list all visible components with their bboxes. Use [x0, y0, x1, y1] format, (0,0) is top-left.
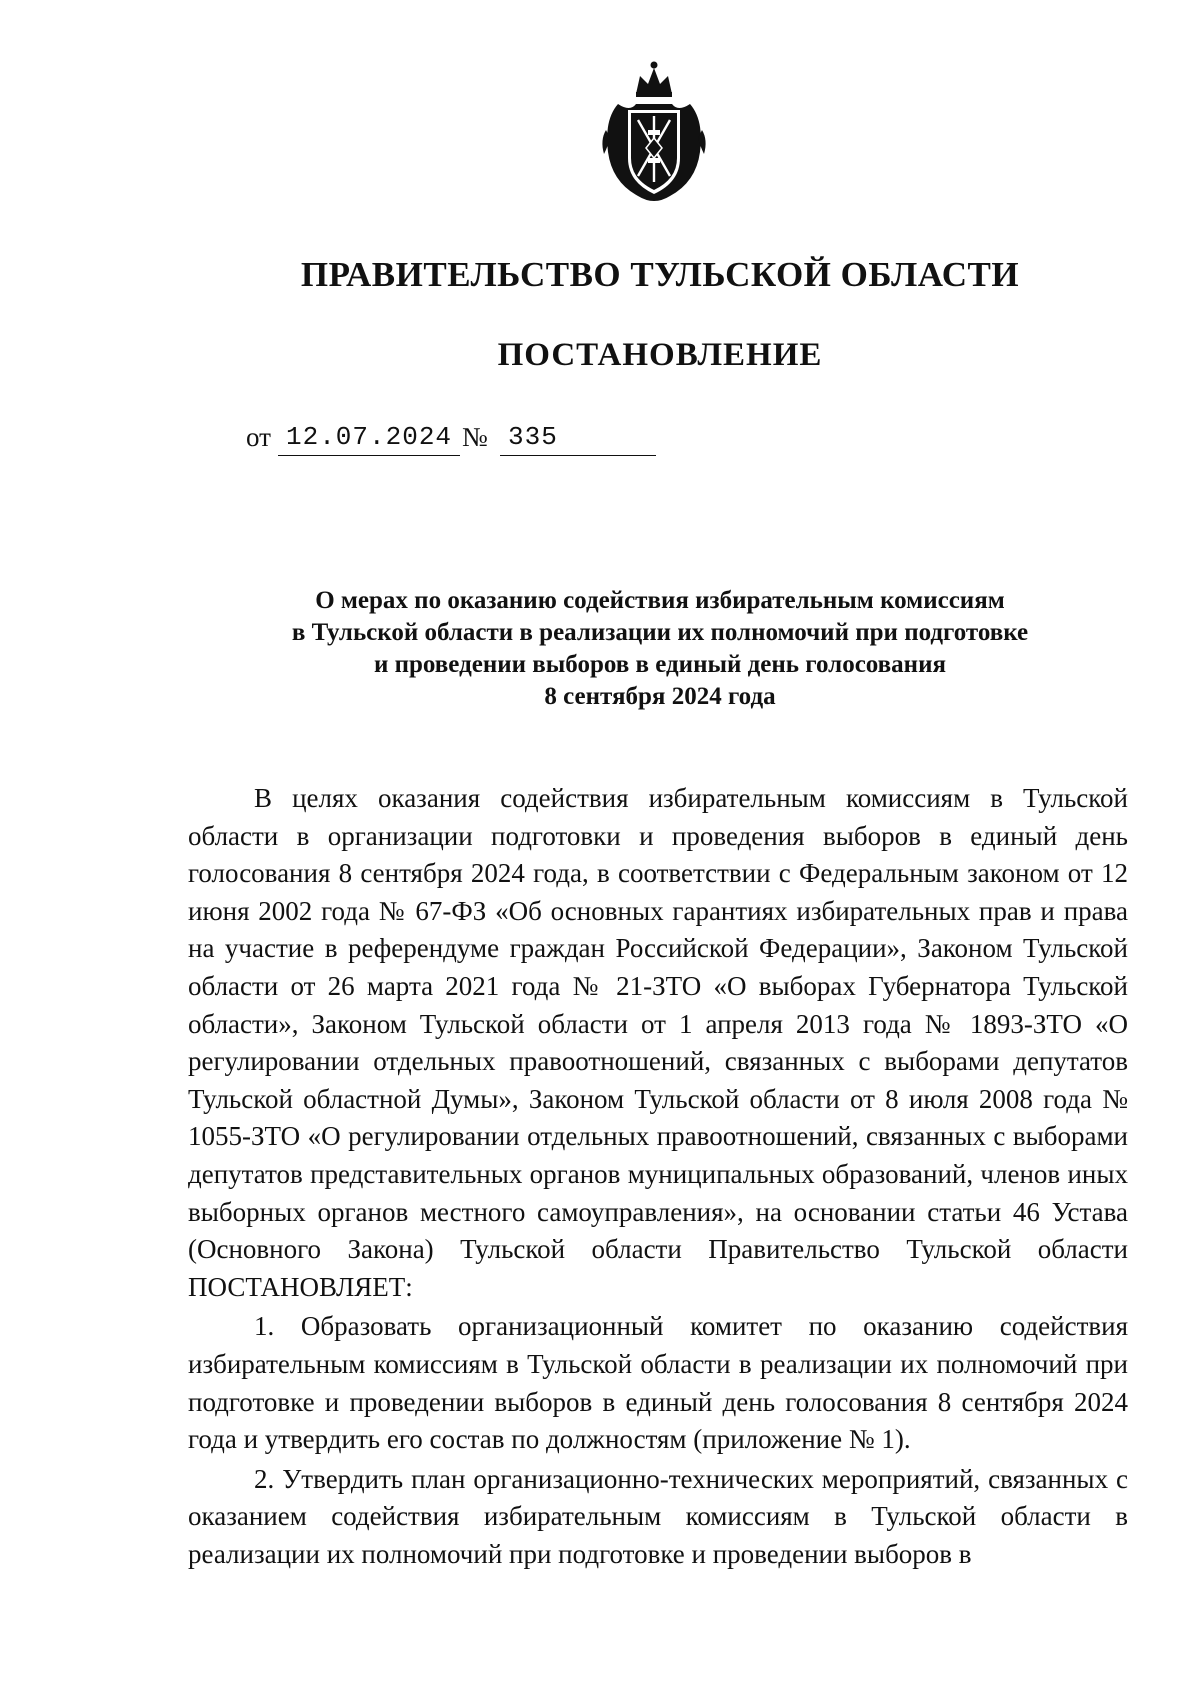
date-value: 12.07.2024	[286, 422, 453, 452]
preamble-paragraph: В целях оказания содействия избирательным комиссиям в Тульской области в организации подготовки и проведения выборов в единый день голосования 8 сентября 2024 года, в соответствии с Федеральным законом от 12 июня 2002 года № 67-ФЗ «Об основных гарантиях избирательных прав и права на участие в референдуме граждан Российской Федерации», Законом Тульской области от 26 марта 2021 года № 21-ЗТО «О выборах Губернатора Тульской области», Законом Тульской области от 1 апреля 2013 года № 1893-ЗТО «О регулировании отдельных правоотношений, связанных с выборами депутатов Тульской областной Думы», Законом Тульской области от 8 июля 2008 года № 1055-ЗТО «О регулировании отдельных правоотношений, связанных с выборами депутатов представительных органов муниципальных образований, членов иных выборных органов местного самоуправления», на основании статьи 46 Устава (Основного Закона) Тульской области Правительство Тульской области ПОСТАНОВЛЯЕТ:	[188, 783, 1128, 1302]
document-title	[180, 585, 1140, 713]
title-line: и проведении выборов в единый день голосования	[373, 651, 947, 678]
clause-2-paragraph: 2. Утвердить план организационно-технических мероприятий, связанных с оказанием содействия избирательным комиссиям в Тульской области в реализации их полномочий при подготовке и проведении выборов в	[188, 1463, 1128, 1569]
date-label: от	[246, 422, 271, 452]
document-meta	[246, 420, 716, 460]
date-underline	[278, 455, 460, 457]
title-line: О мерах по оказанию содействия избирательным комиссиям	[315, 587, 1005, 614]
number-underline	[500, 455, 656, 457]
coat-of-arms-icon	[598, 60, 710, 210]
title-line: 8 сентября 2024 года	[544, 683, 776, 710]
title-line: в Тульской области в реализации их полномочий при подготовке	[291, 619, 1029, 646]
document-body	[188, 780, 1128, 1573]
number-label: №	[462, 422, 488, 452]
organization-name: ПРАВИТЕЛЬСТВО ТУЛЬСКОЙ ОБЛАСТИ	[300, 255, 1020, 294]
number-value: 335	[508, 422, 558, 452]
clause-1-paragraph: 1. Образовать организационный комитет по оказанию содействия избирательным комиссиям в Тульской области в реализации их полномочий при подготовке и проведении выборов в единый день голосования 8 сентября 2024 года и утвердить его состав по должностям (приложение № 1).	[188, 1311, 1128, 1455]
document-type: ПОСТАНОВЛЕНИЕ	[497, 337, 823, 373]
